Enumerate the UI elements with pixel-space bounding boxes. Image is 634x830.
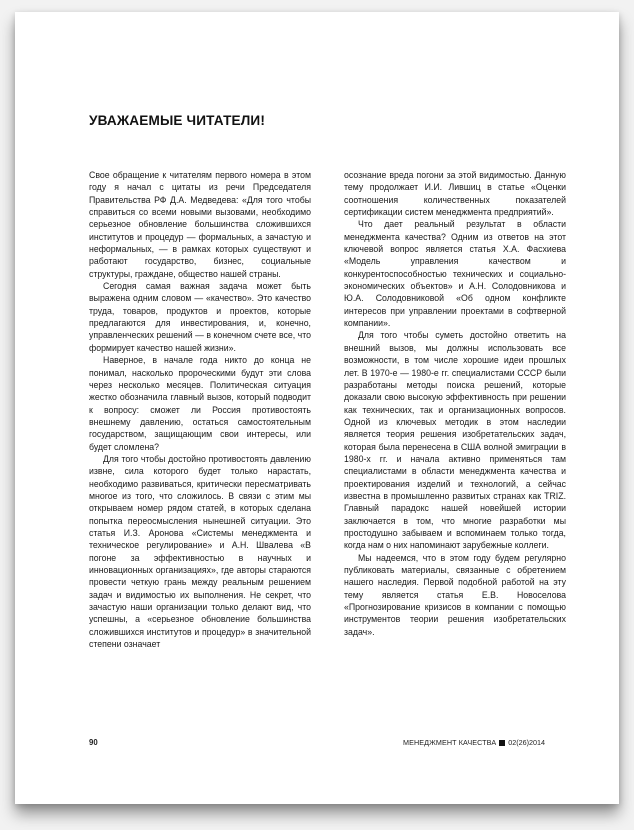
page-title: УВАЖАЕМЫЕ ЧИТАТЕЛИ!	[89, 113, 266, 128]
issue-number: 02(26)2014	[508, 738, 545, 747]
paragraph: Что дает реальный результат в области менеджмента качества? Одним из ответов на этот ключевой вопрос является статья Х.А. Фасхиева «Модель управления качеством и конкурентоспособностью технических и социально-экономических объектов» и А.Н. Солодовникова и Ю.А. Солодовниковой «Об одном конфликте интересов при управлении проектами в софтверной компании».	[344, 219, 566, 329]
paragraph: осознание вреда погони за этой видимостью. Данную тему продолжает И.И. Лившиц в статье «Оценки соотношения количественных показателей сертификации систем менеджмента предприятий».	[344, 170, 566, 218]
page-number: 90	[89, 738, 98, 747]
paragraph: Сегодня самая важная задача может быть выражена одним словом — «качество». Это качество труда, товаров, продуктов и проектов, которые предлагаются для инвестирования, и, конечно, управленческих решений — в конечном счете все, что формирует качество нашей жизни».	[89, 281, 311, 353]
paragraph: Мы надеемся, что в этом году будем регулярно публиковать материалы, связанные с обретением нашего наследия. Первой подобной работой на эту тему является статья Е.В. Новоселова «Прогнозирование кризисов в компании с помощью инструментов теории решения изобретательских задач».	[344, 552, 566, 637]
text-column-right	[344, 169, 566, 638]
text-column-left	[89, 169, 311, 650]
paragraph: Для того чтобы достойно противостоять давлению извне, сила которого будет только нарастать, необходимо развиваться, критически пересматривать многое из того, что сложилось. В связи с этим мы открываем номер рядом статей, в которых сделана попытка переосмысления нынешней ситуации. Это статья И.З. Аронова «Системы менеджмента и техническое регулирование» и А.Н. Швалева «В погоне за эффективностью в научных и инновационных организациях», где авторы стараются провести четкую грань между реальным решением задач и видимостью их выполнения. Не секрет, что зачастую наши организации только делают вид, что успешны, а «серьезное обновление большинства сложившихся институтов и процедур» в значительной степени означает	[89, 453, 311, 650]
running-footer	[403, 738, 545, 747]
paragraph: Наверное, в начале года никто до конца не понимал, насколько пророческими будут эти слова через несколько месяцев. Политическая ситуация жестко обозначила главный вызов, который подводит к вопросу: сможет ли Россия противостоять внешнему давлению, остаться самостоятельным государством, защищающим свои интересы, или будет сломлена?	[89, 355, 311, 452]
magazine-page	[15, 12, 619, 804]
magazine-name: МЕНЕДЖМЕНТ КАЧЕСТВА	[402, 738, 497, 747]
paragraph: Для того чтобы суметь достойно ответить на внешний вызов, мы должны использовать все возможности, в том числе хорошие идеи прошлых лет. В 1970-е — 1980-е гг. специалистами СССР были разработаны методы поиска решений, которые доказали свою высокую эффективность при решении как технических, так и организационных вопросов. Одной из ключевых методик в этом наследии является теория решения изобретательских задач, которая была перенесена в США волной эмиграции в 1980-х гг. и начала активно применяться там специалистами в области менеджмента качества и проектирования изделий и технологий, а сейчас известна в промышленно развитых странах как TRIZ. Главный парадокс нашей новейшей истории заключается в том, что многие разработки мы простодушно забываем и вспоминаем только тогда, когда нам о них напоминают зарубежные коллеги.	[344, 330, 566, 551]
square-icon	[499, 740, 505, 746]
paragraph: Свое обращение к читателям первого номера в этом году я начал с цитаты из речи Председателя Правительства РФ Д.А. Медведева: «Для того чтобы справиться со всеми новыми вызовами, необходимо серьезное обновление большинства сложившихся институтов и процедур — формальных, а зачастую и неформальных, — в рамках которых существуют и работают государство, бизнес, социальные структуры, граждане, общество нашей страны.	[89, 170, 311, 279]
